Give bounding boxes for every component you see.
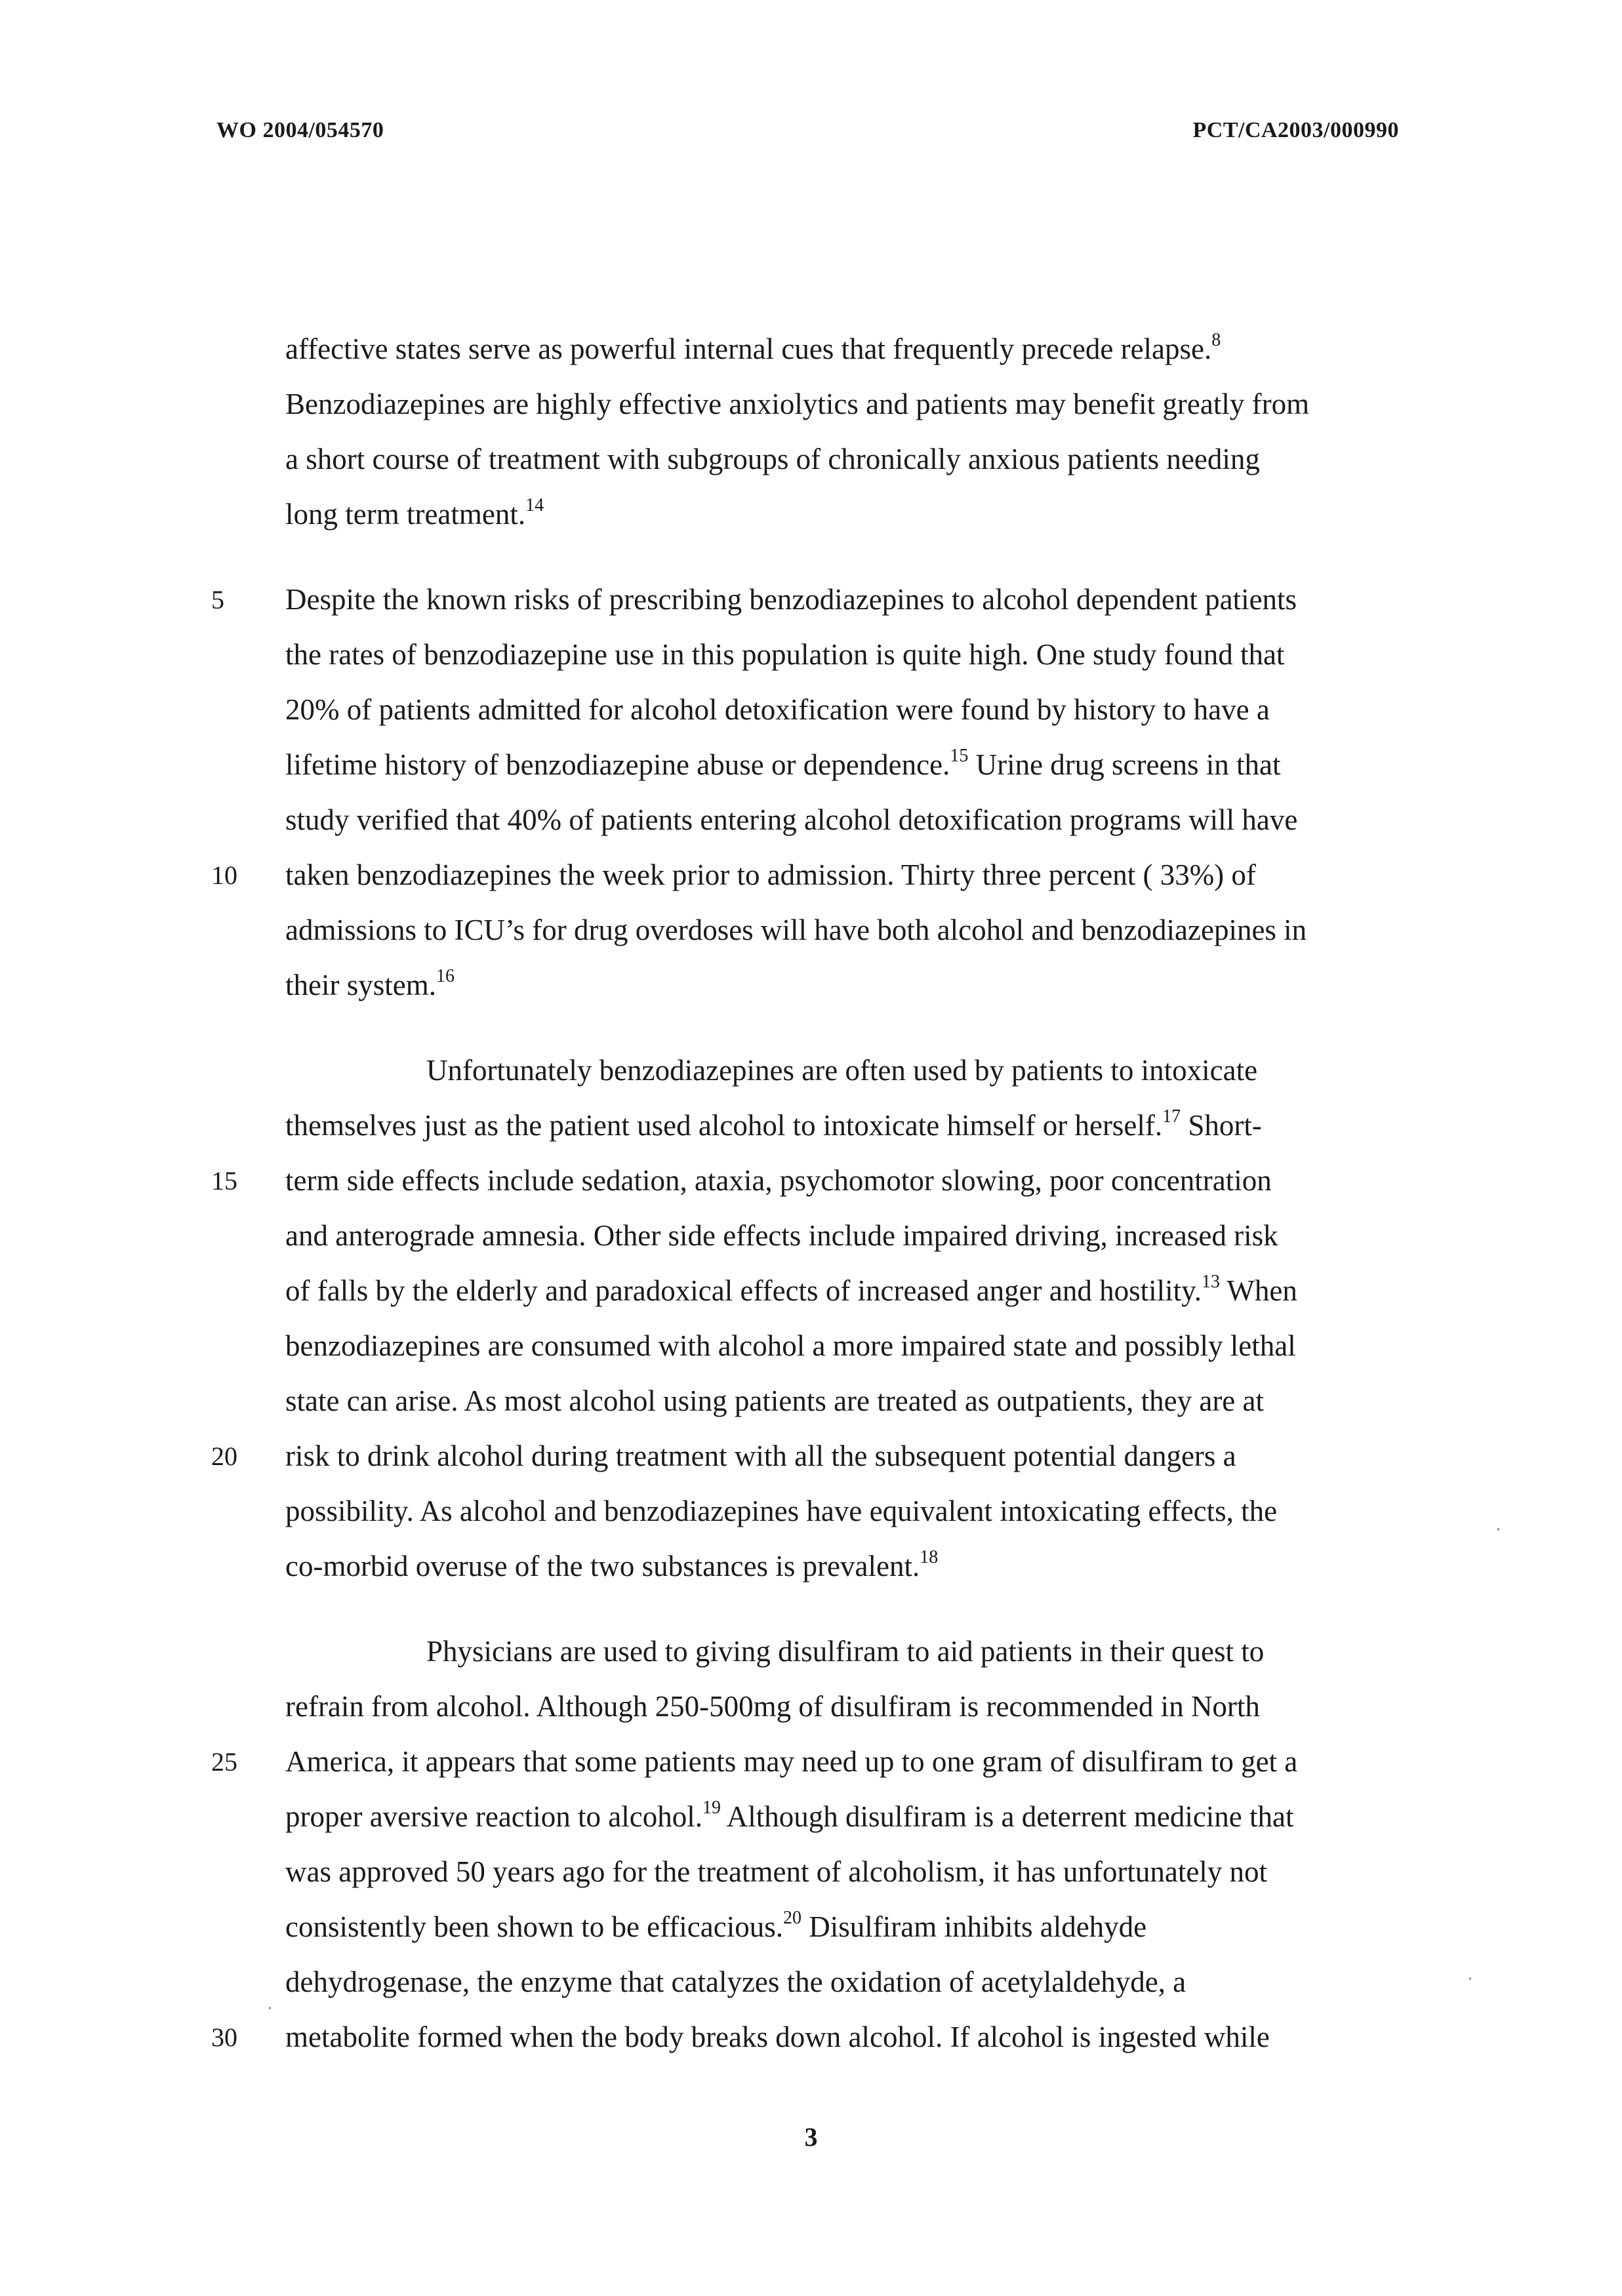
footnote-ref: 13 xyxy=(1201,1272,1220,1292)
footnote-ref: 16 xyxy=(436,966,455,986)
footnote-ref: 19 xyxy=(702,1798,721,1818)
line-number: 30 xyxy=(211,2023,237,2052)
text-line: was approved 50 years ago for the treatment of alcoholism, it has unfortunately not xyxy=(285,1855,1268,1888)
line-number: 15 xyxy=(211,1166,237,1196)
scan-speck xyxy=(1497,1528,1499,1531)
text-line: refrain from alcohol. Although 250-500mg of disulfiram is recommended in North xyxy=(285,1690,1260,1723)
application-number: PCT/CA2003/000990 xyxy=(1192,118,1399,142)
scan-speck xyxy=(269,2007,271,2009)
text-line: Benzodiazepines are highly effective anxiolytics and patients may benefit greatly from xyxy=(285,388,1310,420)
footnote-ref: 20 xyxy=(782,1908,801,1928)
footnote-ref: 15 xyxy=(950,746,969,766)
line-number: 5 xyxy=(211,585,224,614)
text-line: and anterograde amnesia. Other side effects include impaired driving, increased risk xyxy=(285,1219,1278,1252)
text-line: possibility. As alcohol and benzodiazepines have equivalent intoxicating effects, the xyxy=(285,1495,1278,1527)
text-line: proper aversive reaction to alcohol.$^{19}$ Although disulfiram is a deterrent medicine that xyxy=(285,1798,1294,1833)
text-line: taken benzodiazepines the week prior to admission. Thirty three percent ( 33%) of xyxy=(285,858,1256,891)
text-line: America, it appears that some patients may need up to one gram of disulfiram to get a xyxy=(285,1745,1298,1778)
footnote-ref: 18 xyxy=(920,1547,939,1567)
text-line: of falls by the elderly and paradoxical effects of increased anger and hostility.$^{13}$ When xyxy=(285,1272,1297,1307)
text-line: term side effects include sedation, ataxia, psychomotor slowing, poor concentration xyxy=(285,1164,1272,1197)
text-line: their system.$^{16}$ xyxy=(285,966,455,1001)
text-line: 20% of patients admitted for alcohol detoxification were found by history to have a xyxy=(285,693,1270,726)
footnote-ref: 8 xyxy=(1211,330,1221,350)
line-number: 10 xyxy=(211,860,237,890)
text-line: metabolite formed when the body breaks down alcohol. If alcohol is ingested while xyxy=(285,2021,1270,2053)
line-number: 25 xyxy=(211,1747,237,1777)
text-line: study verified that 40% of patients entering alcohol detoxification programs will have xyxy=(285,803,1298,836)
text-line: a short course of treatment with subgroups of chronically anxious patients needing xyxy=(285,443,1260,475)
footnote-ref: 17 xyxy=(1162,1106,1181,1127)
text-line: co-morbid overuse of the two substances is prevalent.$^{18}$ xyxy=(285,1547,939,1582)
text-line: Unfortunately benzodiazepines are often used by patients to intoxicate xyxy=(426,1054,1258,1087)
text-line: lifetime history of benzodiazepine abuse or dependence.$^{15}$ Urine drug screens in that xyxy=(285,746,1281,781)
text-line: benzodiazepines are consumed with alcohol a more impaired state and possibly lethal xyxy=(285,1329,1296,1362)
footnote-ref: 14 xyxy=(525,495,544,515)
line-number: 20 xyxy=(211,1441,237,1471)
text-line: dehydrogenase, the enzyme that catalyzes the oxidation of acetylaldehyde, a xyxy=(285,1965,1186,1998)
text-line: Despite the known risks of prescribing benzodiazepines to alcohol dependent patients xyxy=(285,583,1297,616)
document-id: WO 2004/054570 xyxy=(216,118,384,142)
text-line: affective states serve as powerful internal cues that frequently precede relapse.$^8$ xyxy=(285,330,1221,365)
text-line: admissions to ICU’s for drug overdoses will have both alcohol and benzodiazepines in xyxy=(285,914,1307,946)
scan-speck xyxy=(1469,1977,1471,1980)
text-line: Physicians are used to giving disulfiram to aid patients in their quest to xyxy=(426,1635,1265,1668)
text-line: themselves just as the patient used alcohol to intoxicate himself or herself.$^{17}$ Short- xyxy=(285,1106,1262,1142)
text-line: state can arise. As most alcohol using patients are treated as outpatients, they are at xyxy=(285,1384,1265,1417)
page-number: 3 xyxy=(804,2122,818,2152)
text-line: risk to drink alcohol during treatment with all the subsequent potential dangers a xyxy=(285,1440,1236,1472)
text-line: long term treatment.$^{14}$ xyxy=(285,495,544,531)
text-line: consistently been shown to be efficacious.$^{20}$ Disulfiram inhibits aldehyde xyxy=(285,1908,1147,1943)
text-line: the rates of benzodiazepine use in this population is quite high. One study found that xyxy=(285,638,1285,671)
